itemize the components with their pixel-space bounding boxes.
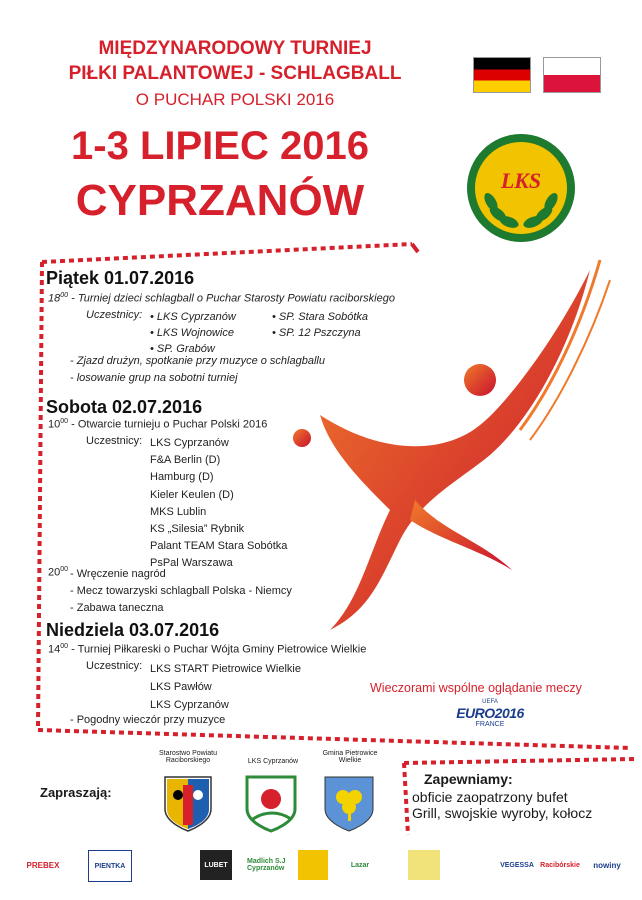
- friday-participants-label: Uczestnicy:: [86, 309, 143, 321]
- event-place: CYPRZANÓW: [75, 176, 365, 225]
- sponsor-logo: PREBEX: [26, 860, 60, 870]
- title-line-1: MIĘDZYNARODOWY TURNIEJ: [98, 38, 372, 59]
- saturday-team: MKS Lublin: [150, 505, 207, 518]
- friday-team: • SP. Grabów: [150, 343, 215, 355]
- friday-team: • SP. 12 Pszczyna: [272, 327, 361, 339]
- saturday-evening-time: [48, 566, 68, 579]
- saturday-team: Kieler Keulen (D): [150, 488, 234, 501]
- friday-event-line: [48, 292, 395, 305]
- saturday-evening: [70, 566, 292, 617]
- sponsor-logo: Lazar: [350, 861, 370, 869]
- invite-label: Zapraszają:: [40, 785, 112, 800]
- sunday-event: - Turniej Piłkareski o Puchar Wójta Gminy Pietrowice Wielkie: [71, 643, 367, 656]
- saturday-team: F&A Berlin (D): [150, 454, 221, 467]
- saturday-team: KS „Silesia” Rybnik: [150, 523, 245, 536]
- euro-country: FRANCE: [475, 721, 505, 728]
- friday-extra-item: - Zjazd drużyn, spotkanie przy muzyce o schlagballu: [70, 355, 325, 367]
- saturday-evening-item: - Mecz towarzyski schlagball Polska - Niemcy: [70, 585, 292, 597]
- sponsor-logo: [145, 850, 185, 880]
- org3-name: Gmina Pietrowice Wielkie: [322, 750, 378, 764]
- starostwo-crest-icon: [163, 775, 213, 833]
- euro-viewing-text: Wieczorami wspólne oglądanie meczy: [370, 681, 582, 695]
- sponsor-logo: Madlich S.J Cyprzanów: [247, 858, 286, 872]
- sunday-team: LKS START Pietrowice Wielkie: [150, 663, 301, 675]
- euro-logo-text: EURO2016: [456, 705, 524, 721]
- sponsor-logo: [298, 850, 328, 880]
- guarantee-line1: obficie zaopatrzony bufet: [412, 789, 568, 805]
- sunday-time: 14: [48, 643, 61, 656]
- friday-title: Piątek 01.07.2016: [46, 268, 195, 288]
- friday-teams-col1: [150, 309, 236, 357]
- saturday-evening-item: - Wręczenie nagród: [70, 568, 166, 580]
- friday-teams-col2: [272, 309, 368, 341]
- friday-time: 18: [48, 292, 61, 305]
- friday-extra-item: - losowanie grup na sobotni turniej: [70, 372, 238, 384]
- saturday-time: 10: [48, 418, 61, 431]
- sponsor-logo: [408, 850, 440, 880]
- sponsor-logo: nowiny: [593, 860, 621, 870]
- sponsor-logo: PIENTKA: [88, 850, 132, 882]
- friday-team: • LKS Wojnowice: [150, 327, 234, 339]
- saturday-event-line: [48, 418, 267, 431]
- saturday-team: Hamburg (D): [150, 471, 214, 484]
- org1-name: Starostwo Powiatu Raciborskiego: [159, 750, 217, 764]
- uefa-label: UEFA: [482, 699, 498, 705]
- sunday-participants-label: Uczestnicy:: [86, 660, 143, 672]
- sponsor-logo: Racibórskie: [540, 861, 580, 869]
- sunday-time-sup: 00: [60, 643, 69, 650]
- sunday-event-line: [48, 643, 366, 656]
- saturday-teams: [150, 435, 287, 573]
- saturday-time2: 20: [48, 566, 61, 579]
- sunday-team: LKS Pawłów: [150, 681, 212, 693]
- saturday-event: - Otwarcie turnieju o Puchar Polski 2016: [71, 418, 268, 431]
- saturday-participants-label: Uczestnicy:: [86, 435, 143, 447]
- title-line-3: O PUCHAR POLSKI 2016: [135, 90, 335, 109]
- saturday-time-sup: 00: [60, 418, 69, 425]
- saturday-time2-sup: 00: [60, 566, 69, 573]
- event-date: 1-3 LIPIEC 2016: [71, 124, 369, 168]
- org2-name: LKS Cyprzanów: [247, 758, 299, 765]
- guarantee-line2: Grill, swojskie wyroby, kołocz: [412, 805, 593, 821]
- friday-team: • LKS Cyprzanów: [150, 311, 236, 323]
- sunday-title: Niedziela 03.07.2016: [46, 620, 220, 640]
- sponsor-logo: [460, 850, 486, 880]
- euro2016-logo: [440, 699, 540, 728]
- saturday-team: PsPal Warszawa: [150, 557, 233, 570]
- friday-time-sup: 00: [60, 292, 69, 299]
- friday-team: • SP. Stara Sobótka: [272, 311, 368, 323]
- sponsor-logo: LUBET: [200, 850, 232, 880]
- saturday-title: Sobota 02.07.2016: [46, 397, 203, 417]
- sunday-extra: - Pogodny wieczór przy muzyce: [70, 714, 226, 726]
- friday-extra: [70, 353, 325, 387]
- saturday-team: LKS Cyprzanów: [150, 437, 229, 449]
- saturday-evening-item: - Zabawa taneczna: [70, 602, 164, 614]
- sponsor-logo: VEGESSA: [500, 861, 534, 869]
- friday-event: - Turniej dzieci schlagball o Puchar Starosty Powiatu raciborskiego: [71, 292, 395, 305]
- saturday-team: Palant TEAM Stara Sobótka: [150, 540, 288, 553]
- title-line-2: PIŁKI PALANTOWEJ - SCHLAGBALL: [68, 63, 402, 84]
- lks-cyprzanow-crest-icon: [245, 775, 297, 833]
- gmina-crest-icon: [323, 775, 375, 833]
- guarantee-title: Zapewniamy:: [424, 771, 513, 787]
- lks-logo-text: LKS: [500, 168, 542, 193]
- sunday-teams: [150, 660, 301, 714]
- sunday-team: LKS Cyprzanów: [150, 699, 229, 711]
